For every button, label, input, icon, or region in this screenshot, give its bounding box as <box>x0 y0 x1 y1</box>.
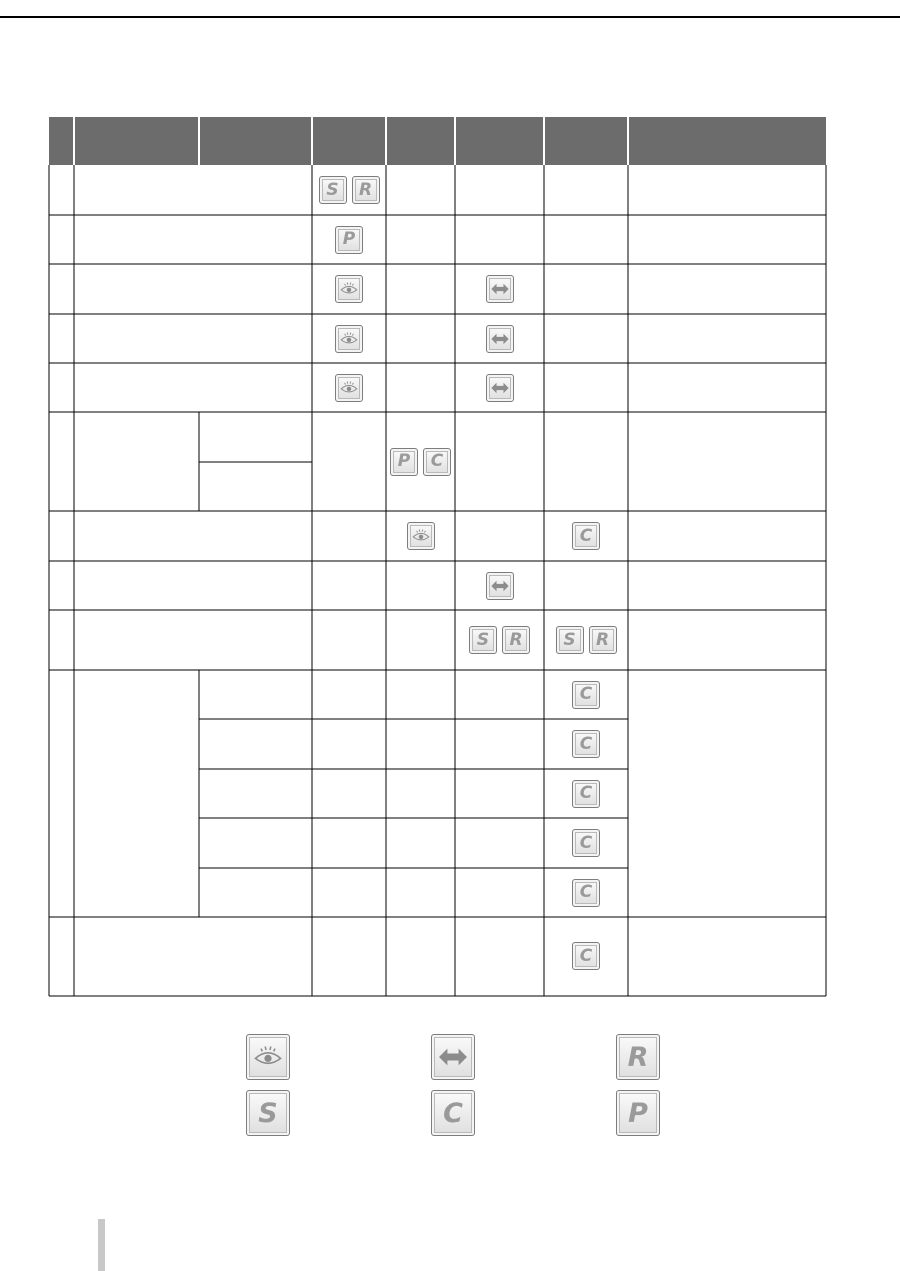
badge-s <box>246 1090 290 1136</box>
badge-letter: S <box>563 629 576 650</box>
badge-r <box>616 1034 660 1080</box>
badge-letter: P <box>342 229 356 249</box>
badge-letter: C <box>579 783 593 803</box>
badge-letter: C <box>443 1097 463 1129</box>
badge-letter: S <box>476 629 490 650</box>
badge-letter: S <box>258 1097 278 1129</box>
badge-letter: C <box>579 945 593 966</box>
badge-letter: P <box>628 1097 648 1129</box>
badge-letter: R <box>509 629 523 650</box>
eye-icon <box>246 1034 290 1080</box>
page-edge-bar <box>98 1219 105 1271</box>
badge-letter: R <box>627 1041 649 1073</box>
badge-p <box>616 1090 660 1136</box>
badge-letter: C <box>579 832 593 853</box>
badge-letter: C <box>579 882 593 902</box>
badge-letter: R <box>358 179 373 200</box>
badge-letter: C <box>579 733 593 754</box>
badge-c <box>431 1090 475 1136</box>
badge-letter: P <box>397 451 411 471</box>
badge-letter: C <box>579 525 593 546</box>
badge-letter: S <box>326 179 339 200</box>
double-arrow-icon <box>431 1034 475 1080</box>
badge-letter: C <box>430 451 444 471</box>
badge-letter: C <box>579 684 593 704</box>
badge-letter: R <box>595 629 610 650</box>
